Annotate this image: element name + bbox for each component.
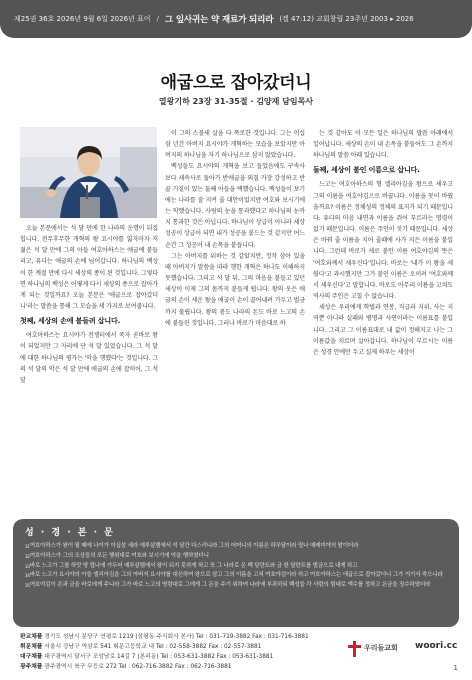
scripture-verse [25,581,449,591]
branch-tel: Tel : 02-558-3882 [155,644,207,650]
branch-info [20,632,460,642]
paragraph: 그는 아버지를 위하는 것 같았지만, 정작 삼아 있을 때 아버지가 말씀을 따라 행한 개혁은 하나도 이해하지 못했습니다. 그리고 석 달 뒤, 그의 마음을 붙들고 있던 세상이 이제 그의 몸까지 붙들게 됩니다. 왕의 옷은 애굽의 손이 세운 왕을 애굽이 손이 끌어내려 가두고 벌금까지 물립니다. 왕의 몸도 나라의 돈도 바로 느고의 손에 붙들린 것입니다. 그러나 바로가 마음대로 하 [165,252,305,327]
column-3 [313,128,453,358]
column-1 [20,223,158,386]
branch-name: 판교채플 [20,634,43,640]
branch-tel: Tel : 062-716-3882 [118,664,174,670]
verse-text: 여호야김이 은과 금을 바로에게 주니라 그가 바로 느고의 명령대로 그에게 그 돈을 주기 위하여 나라에 부과하되 백성들 각 사람의 힘대로 액수를 정하고 은금을 징수하였더라 [29,582,431,589]
section-heading-1: 첫째, 세상의 손에 붙들려 삽니다. [20,317,121,326]
column-2 [165,128,305,329]
scripture-box [13,519,459,627]
scripture-verse [25,552,449,562]
paragraph: 세상은 우리에게 학벌과 연봉, 직급과 지위, 사는 지역뿐 아니라 실패와 병명과 사연이라는 이름표를 붙입니다. 그리고 그 이름표대로 내 값이 정해지고 나는 그 이름값을 치르며 살아갑니다. 하나님이 부르시는 이름은 성경 안에만 두고 실제 하루는 세상이 [313,304,453,356]
branch-tel: Tel : 031-719-3882 [195,634,251,640]
paragraph: 느고는 여호아하스의 형 엘리아김을 왕으로 세우고 그의 이름을 여호야김으로 바꿉니다. 이름을 뭇이 바꿨을까요? 이름은 정체성의 정체의 표지가 되기 때문입니다. 유다의 마음 내면과 이름을 쥐어 부르라는 명령이 없기 때문입니다. 이름은 주인이 짓기 때문입니다. 세상은 바꿔 줄 이름을 지어 줄때에 사가 지은 이름을 붙입니다. 그런데 바로가 새로 붙인 이름 여호야김의 뜻은 '여호와께서 세우신다'입니다. 바로는 '내가 이 왕을 세웠다'고 과시했지만 그가 붙인 이름은 오히려 '여호와께서 세우신다'고 말합니다. 바로도 아무리 이름을 고쳐도 역사의 주인은 고칠 수 없습니다. [313,181,453,301]
section-heading-2: 둘째, 세상이 붙인 이름으로 삽니다. [313,166,420,175]
branch-address: 서울시 강남구 역삼로 541 휘문고등학교 내 [44,644,155,650]
sermon-title: 애굽으로 잡아갔더니 [160,73,312,93]
verse-text: 바로 느고가 요시야의 아들 엘리아김을 그의 아버지 요시야를 대신하여 왕으로 삼고 그의 이름을 고쳐 여호야김이라 하고 여호아하스는 애굽으로 잡아갔더니 그가 거기서 죽으니라 [29,572,443,579]
year-motto: 그 잎사귀는 약 재료가 되리라 [164,15,274,25]
branch-fax: Fax : 031-716-3881 [252,634,309,640]
paragraph: 이 그의 스물세 살을 다 폭로한 것입니다. 그는 이십삼 년간 아버지 요시야가 개혁하는 모습을 보았지만 아버지의 하나님을 자기 하나님으로 삼지 않았습니다. [165,130,305,160]
branch-tel: Tel : 053-631-3882 [160,654,215,660]
verse-number: 31 [25,544,30,549]
preacher-illustration [20,127,157,218]
issue-info: 제25권 36호 2026년 9월 6일 2026년 표어 [14,15,151,23]
paragraph: 여호아하스는 요시야가 전쟁터에서 죽자 곧바로 왕이 되었지만 그 자리에 단 석 달 있었습니다. 그 석 달에 대한 하나님의 평가는 '악을 행했다'는 것입니다. 그의 석 달의 악은 석 달 만에 애굽의 손에 잡히어, 그 석 달 [20,332,158,384]
branch-name: 광주채플 [20,664,43,670]
church-logo-icon [348,641,362,657]
scripture-verse [25,571,449,581]
preacher-photo [20,127,157,218]
branch-name: 휘문채플 [20,644,43,650]
branch-name: 대구채플 [20,654,43,660]
website-link[interactable]: woori.cc [415,641,458,651]
paragraph: 백성들도 요시야의 개혁을 보고 들었음에도 구속사보다 세속사로 돌아가 반애굽을 외칠 가장 강성하고 반골 기질이 있는 둘째 아들을 택했습니다. 백성들이 보기에는 나라를 잘 지켜 줄 대안이었지만 여호와 보시기에는 악했습니다. 사람의 눈을 통과했다고 하나님의 눈까지 통과한 것은 아닙니다. 하나님이 상급이 아니라 세상 성공이 상급이 되면 내가 성공을 붙드는 것 같지만 어느 순간 그 성공이 내 손목을 붙듭니다. [165,163,305,249]
page-number: 1 [453,664,458,672]
branch-fax: Fax : 053-631-3881 [216,654,274,660]
scripture-verse [25,542,449,552]
branch-fax: Fax : 062-716-3881 [174,664,232,670]
verse-number: 33 [25,563,30,569]
verse-number: 34 [25,573,30,579]
church-logo-text: 우리들교회 [364,644,398,652]
scripture-verse [25,562,449,572]
scripture-box-title: 성 · 경 · 본 · 문 [25,528,115,538]
verse-number: 32 [25,553,30,559]
header-separator: / [156,15,159,23]
branch-fax: Fax : 02-557-3881 [208,644,262,650]
verse-text: 바로 느고가 그를 하맛 땅 립나에 가두어 예루살렘에서 왕이 되지 못하게 하고 또 그 나라로 은 백 달란트와 금 한 달란트를 벌금으로 내게 하고 [29,562,358,569]
sermon-subtitle: 열왕기하 23장 31-35절 · 김양재 담임목사 [158,97,314,106]
paragraph: 는 것 같아도 이 모든 일은 하나님의 말씀 아래에서 일어납니다. 세상의 손이 내 손목을 붙들어도 그 손까지 하나님의 말씀 아래 있습니다. [313,130,453,160]
branch-info [20,652,460,662]
branch-address: 대구광역시 달서구 조암남로 14길 7 (본리동) [44,654,159,660]
branch-info [20,662,460,672]
branch-address: 경기도 성남시 분당구 연평로 1219 (삼평동 주식회사 본사) [44,634,195,640]
paragraph: 오늘 본문에서는 석 달 만에 한 나라의 운명이 뒤집힙니다. 전무후무한 개혁의 왕 요시야를 잃자마자 저 젊은 석 달 만에 그의 아들 여호아하스는 애굽에 붙들리고, 유다는 애굽의 손에 넘어갑니다. 하나님의 백성이 한 계절 만에 다시 세상의 종이 된 것입니다. 그렇다면 하나님의 백성은 어떻게 다시 세상의 종으로 잡아가게 되는 것일까요? 오늘 본문은 '애굽으로 잡아갔더니'라는 말씀을 통해 그 모습을 세 가지로 보여줍니다. [20,225,158,311]
verse-text: 여호아하스가 그의 조상들의 모든 행위대로 여호와 보시기에 악을 행하였더니 [29,552,209,559]
branch-address: 광주광역시 북구 무등로 272 [44,664,117,670]
motto-reference: (겔 47:12) 교회창립 23주년 2003 ▸ 2026 [279,15,414,23]
verse-text: 여호아하스가 왕이 될 때에 나이가 이십삼 세라 예루살렘에서 석 달간 다스리니라 그의 어머니의 이름은 하무달이라 립나 예레미야의 딸이더라 [29,543,359,549]
header-bar [0,0,472,38]
verse-number: 35 [25,583,30,589]
